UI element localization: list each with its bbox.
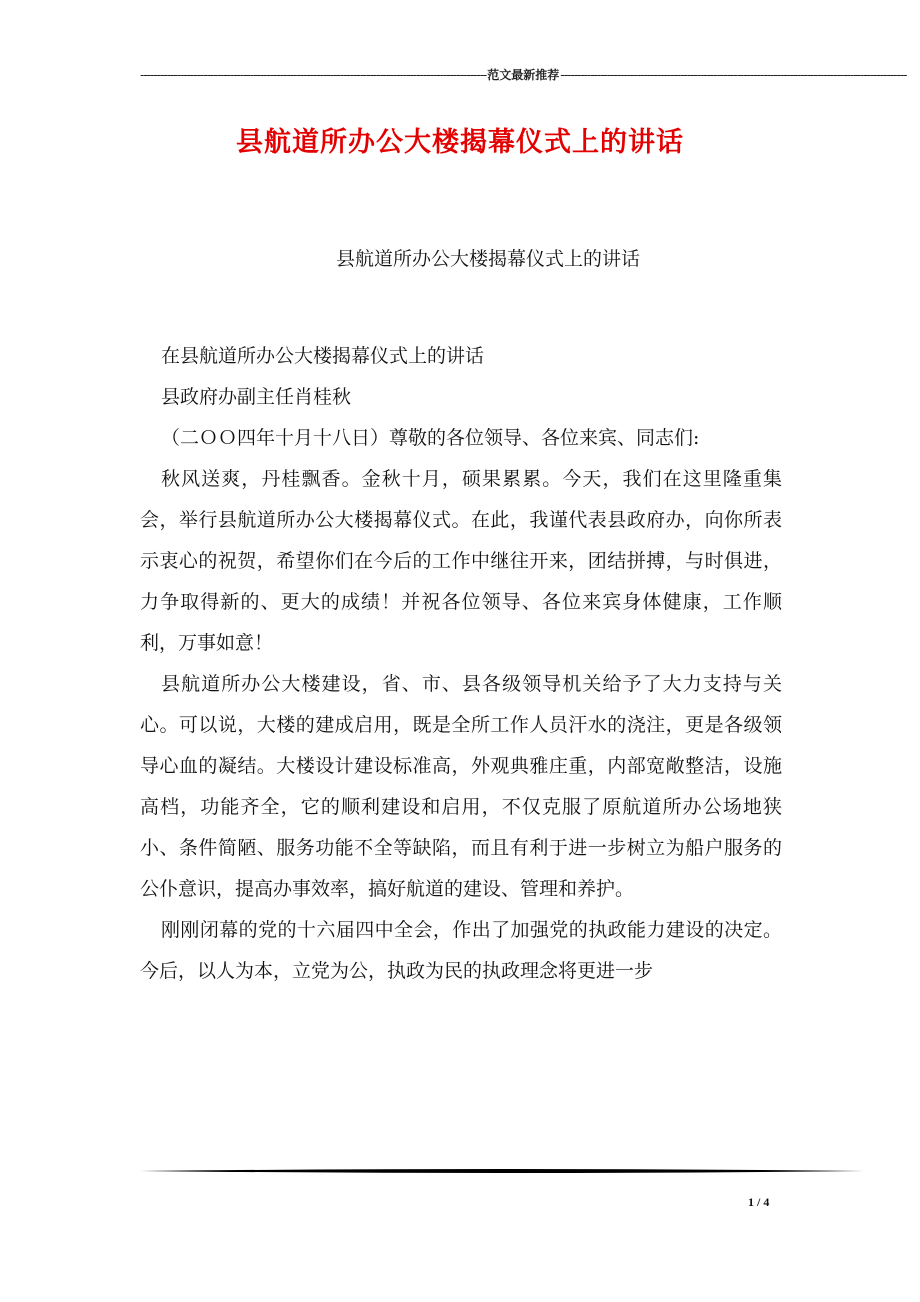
paragraph: 在县航道所办公大楼揭幕仪式上的讲话 xyxy=(161,345,485,367)
paragraph: （二ＯＯ四年十月十八日）尊敬的各位领导、各位来宾、同志们: xyxy=(161,427,700,449)
page-number: 1 / 4 xyxy=(748,1195,770,1209)
page-header xyxy=(140,66,907,83)
document-body xyxy=(140,336,782,992)
paragraph: 秋风送爽，丹桂飘香。金秋十月，硕果累累。今天，我们在这里隆重集会，举行县航道所办公大楼揭幕仪式。在此，我谨代表县政府办，向你所表示衷心的祝贺，希望你们在今后的工作中继往开来，团结拼搏，与时俱进，力争取得新的、更大的成绩！并祝各位领导、各位来宾身体健康，工作顺利，万事如意！ xyxy=(140,468,782,654)
paragraph: 县航道所办公大楼建设，省、市、县各级领导机关给予了大力支持与关心。可以说，大楼的建成启用，既是全所工作人员汗水的浇注，更是各级领导心血的凝结。大楼设计建设标准高，外观典雅庄重，内部宽敞整洁，设施高档，功能齐全，它的顺利建设和启用，不仅克服了原航道所办公场地狭小、条件简陋、服务功能不全等缺陷，而且有利于进一步树立为船户服务的公仆意识，提高办事效率，搞好航道的建设、管理和养护。 xyxy=(140,673,782,900)
header-label: 范文最新推荐 xyxy=(487,68,560,82)
paragraph: 刚刚闭幕的党的十六届四中全会，作出了加强党的执政能力建设的决定。今后，以人为本，立党为公，执政为民的执政理念将更进一步 xyxy=(140,919,782,982)
header-dash-left: -------------------------------------------------------------------------------------------------------- xyxy=(140,67,487,82)
document-subtitle: 县航道所办公大楼揭幕仪式上的讲话 xyxy=(336,248,641,270)
paragraph: 县政府办副主任肖桂秋 xyxy=(161,386,352,408)
document-title: 县航道所办公大楼揭幕仪式上的讲话 xyxy=(236,127,684,158)
footer-divider xyxy=(140,1166,864,1176)
header-dash-right: -------------------------------------------------------------------------------------------------------- xyxy=(560,67,907,82)
